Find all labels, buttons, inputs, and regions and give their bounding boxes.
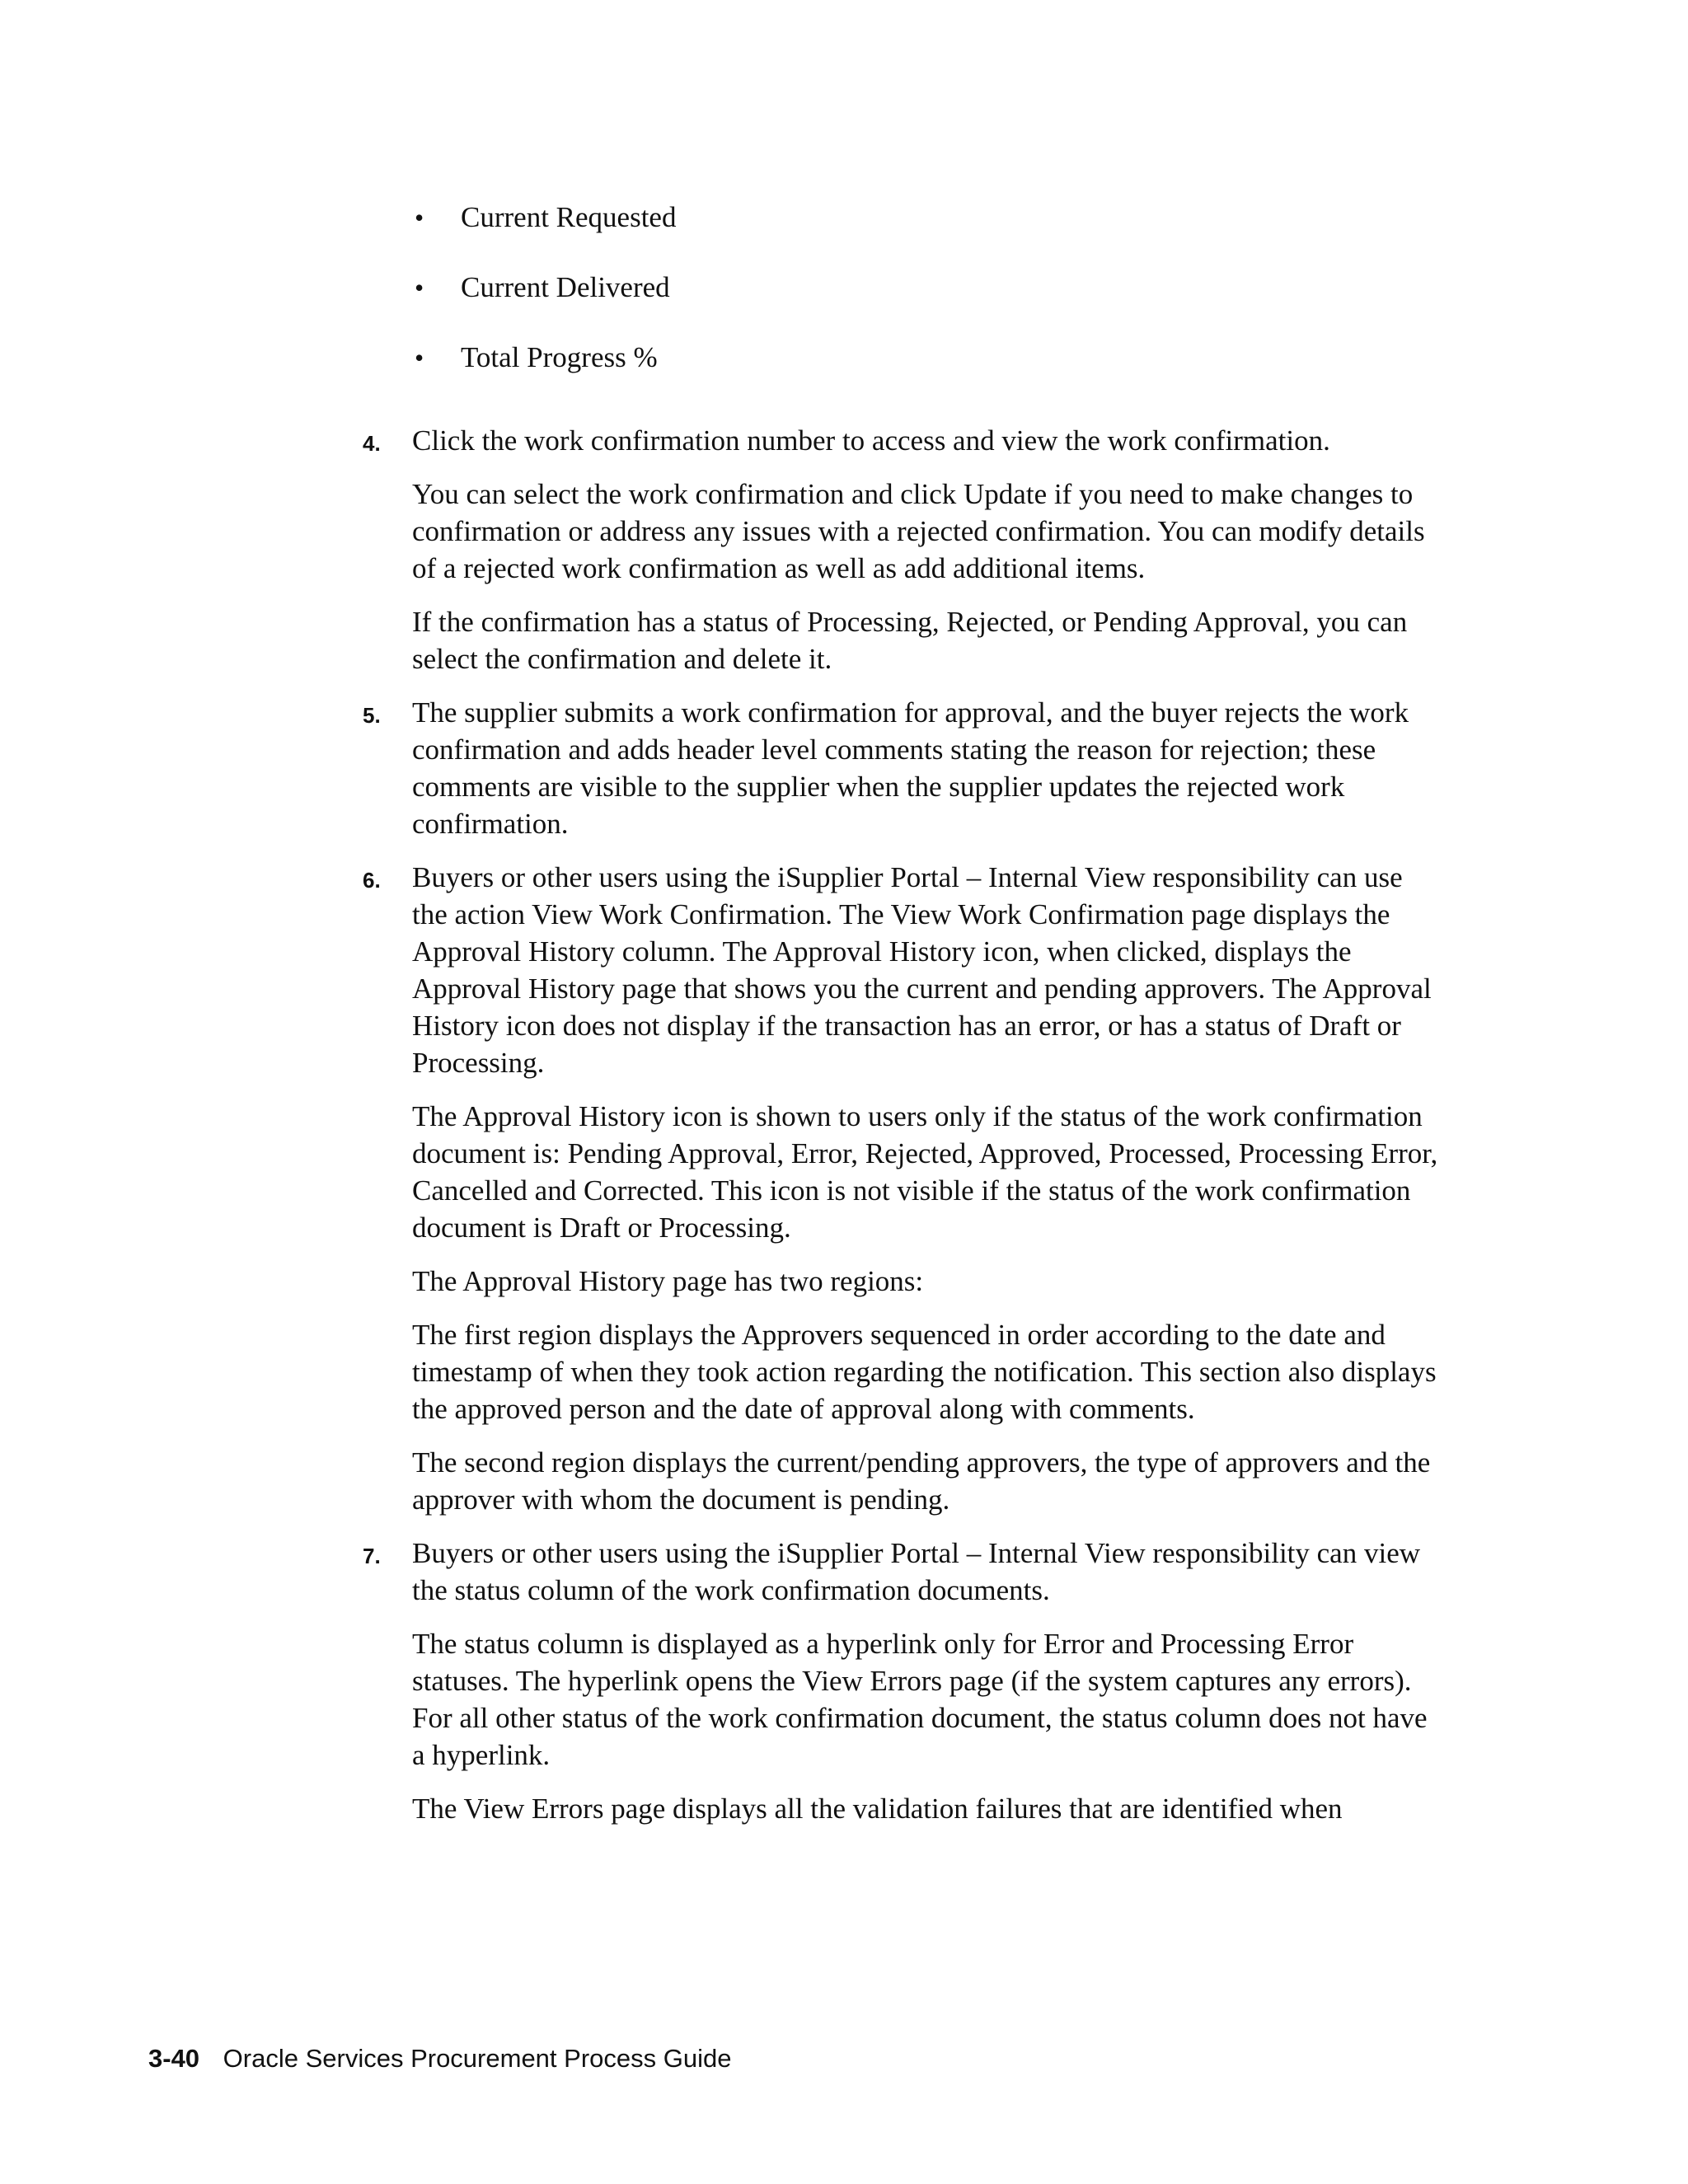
- bullet-icon: •: [415, 273, 424, 302]
- bullet-text: Current Delivered: [461, 271, 670, 303]
- step-list: [363, 422, 1451, 1844]
- bullet-list: [415, 196, 676, 406]
- step-paragraph: The View Errors page displays all the validation failures that are identified when: [412, 1793, 1343, 1825]
- bullet-icon: •: [415, 343, 424, 373]
- step-number: 6.: [363, 868, 381, 893]
- bullet-item: [415, 196, 676, 266]
- step-number: 4.: [363, 431, 381, 456]
- bullet-item: [415, 266, 676, 336]
- step-paragraph: If the confirmation has a status of Processing, Rejected, or Pending Approval, you can select the confirmation and delete it.: [412, 606, 1408, 675]
- bullet-icon: •: [415, 203, 424, 232]
- step-paragraph: The Approval History icon is shown to users only if the status of the work confirmation document is: Pending Approval, Error, Rejected, Approved, Processed, Processing Error, Cancelled and Corrected. This icon is not visible if the status of the work confirmation document is Draft or Processing.: [412, 1100, 1438, 1244]
- step-paragraph: Buyers or other users using the iSupplier Portal – Internal View responsibility can view the status column of the work confirmation documents.: [412, 1537, 1421, 1606]
- bullet-text: Current Requested: [461, 201, 677, 233]
- step-paragraph: Buyers or other users using the iSupplier Portal – Internal View responsibility can use the action View Work Confirmation. The View Work Confirmation page displays the Approval History column. The Approval History icon, when clicked, displays the Approval History page that shows you the current and pending approvers. The Approval History icon does not display if the transaction has an error, or has a status of Draft or Processing.: [412, 861, 1432, 1079]
- step-5: [363, 694, 1451, 842]
- step-paragraph: The supplier submits a work confirmation for approval, and the buyer rejects the work confirmation and adds header level comments stating the reason for rejection; these comments are visible to the supplier when the supplier updates the rejected work confirmation.: [412, 696, 1409, 840]
- step-paragraph: You can select the work confirmation and click Update if you need to make changes to confirmation or address any issues with a rejected confirmation. You can modify details of a rejected work confirmation as well as add additional items.: [412, 478, 1425, 584]
- step-paragraph: Click the work confirmation number to access and view the work confirmation.: [412, 424, 1330, 457]
- step-paragraph: The second region displays the current/pending approvers, the type of approvers and the approver with whom the document is pending.: [412, 1446, 1431, 1516]
- step-paragraph: The status column is displayed as a hyperlink only for Error and Processing Error statuses. The hyperlink opens the View Errors page (if the system captures any errors). For all other status of the work confirmation document, the status column does not have a hyperlink.: [412, 1628, 1428, 1771]
- step-number: 7.: [363, 1544, 381, 1568]
- page-number: 3-40: [148, 2044, 200, 2073]
- book-title: Oracle Services Procurement Process Guide: [223, 2044, 732, 2073]
- step-7: [363, 1535, 1451, 1827]
- bullet-text: Total Progress %: [461, 341, 658, 373]
- step-paragraph: The first region displays the Approvers sequenced in order according to the date and timestamp of when they took action regarding the notification. This section also displays the approved person and the date of approval along with comments.: [412, 1319, 1437, 1425]
- step-6: [363, 859, 1451, 1518]
- step-number: 5.: [363, 703, 381, 728]
- step-paragraph: The Approval History page has two regions:: [412, 1265, 924, 1297]
- page-footer: [148, 2042, 731, 2075]
- step-4: [363, 422, 1451, 677]
- bullet-item: [415, 336, 676, 406]
